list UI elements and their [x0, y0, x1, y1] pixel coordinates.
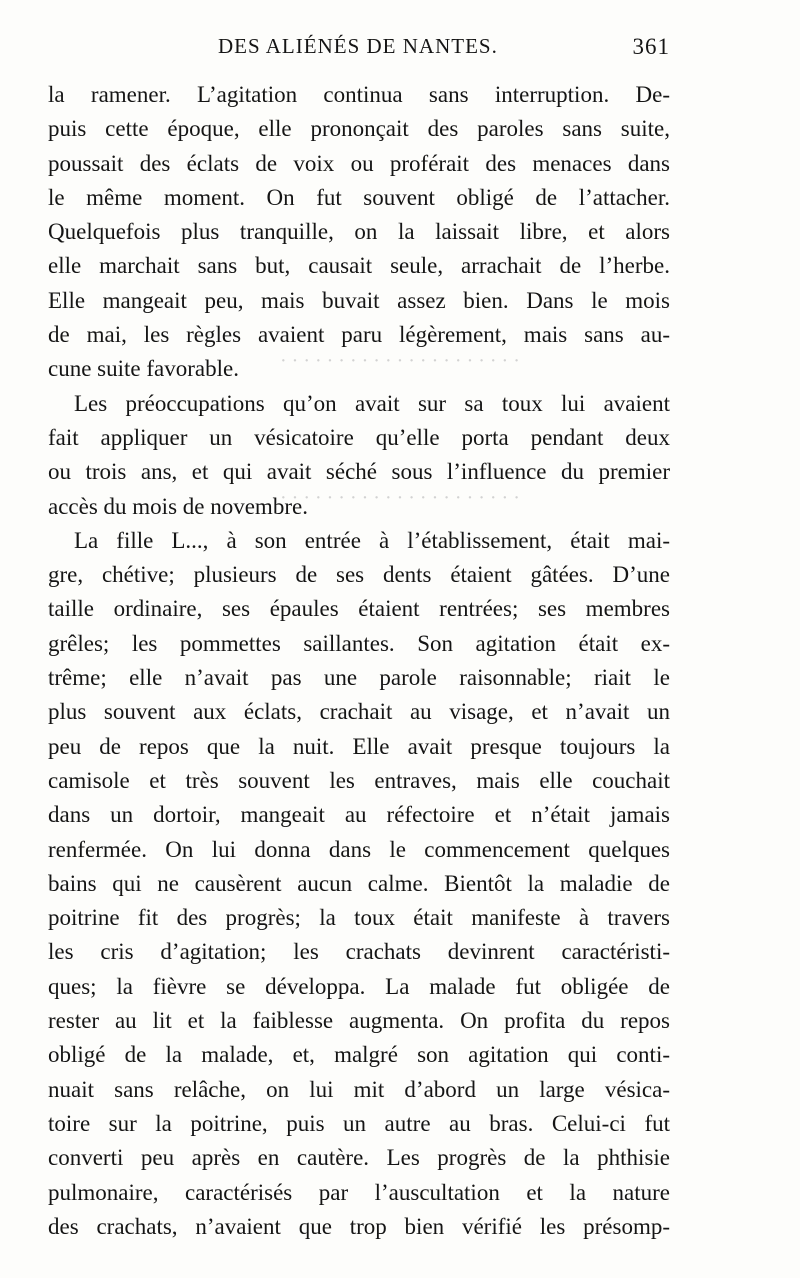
bleed-through-mark: · · · · · · · · · · · · · · · · · · · · · — [280, 487, 520, 509]
page-header — [48, 32, 670, 64]
bleed-through-mark: · · · · · · · · · · · · · · · · · · · · · — [280, 350, 520, 372]
text-line: elle marchait sans but, causait seule, arrachait de l’herbe. — [48, 253, 670, 279]
text-line: poussait des éclats de voix ou proférait des menaces dans — [48, 150, 670, 176]
text-line: Quelquefois plus tranquille, on la laissait libre, et alors — [48, 219, 670, 245]
text-line: camisole et très souvent les entraves, mais elle couchait — [48, 767, 670, 793]
text-line: taille ordinaire, ses épaules étaient rentrées; ses membres — [48, 596, 670, 622]
text-line: toire sur la poitrine, puis un autre au bras. Celui-ci fut — [48, 1110, 670, 1136]
text-line: cune suite favorable. — [48, 356, 239, 382]
text-line: rester au lit et la faiblesse augmenta. On profita du repos — [48, 1008, 670, 1034]
text-line: ques; la fièvre se développa. La malade fut obligée de — [48, 973, 670, 999]
text-line: converti peu après en cautère. Les progrès de la phthisie — [48, 1145, 670, 1171]
text-line: puis cette époque, elle prononçait des paroles sans suite, — [48, 116, 670, 142]
text-line: des crachats, n’avaient que trop bien vérifié les présomp- — [48, 1213, 670, 1239]
text-line: ou trois ans, et qui avait séché sous l’influence du premier — [48, 459, 670, 485]
running-title: DES ALIÉNÉS DE NANTES. — [218, 34, 498, 58]
text-line: La fille L..., à son entrée à l’établissement, était mai- — [74, 527, 670, 553]
text-line: le même moment. On fut souvent obligé de l’attacher. — [48, 184, 670, 210]
text-line: obligé de la malade, et, malgré son agitation qui conti- — [48, 1042, 670, 1068]
text-line: peu de repos que la nuit. Elle avait presque toujours la — [48, 733, 670, 759]
text-line: gre, chétive; plusieurs de ses dents étaient gâtées. D’une — [48, 562, 670, 588]
text-line: poitrine fit des progrès; la toux était manifeste à travers — [48, 905, 670, 931]
text-line: dans un dortoir, mangeait au réfectoire et n’était jamais — [48, 802, 670, 828]
text-line: plus souvent aux éclats, crachait au visage, et n’avait un — [48, 699, 670, 725]
text-line: renfermée. On lui donna dans le commencement quelques — [48, 836, 670, 862]
text-line: accès du mois de novembre. — [48, 493, 308, 519]
text-line: fait appliquer un vésicatoire qu’elle porta pendant deux — [48, 424, 670, 450]
text-line: grêles; les pommettes saillantes. Son agitation était ex- — [48, 630, 670, 656]
page-number: 361 — [632, 34, 670, 59]
text-line: pulmonaire, caractérisés par l’auscultation et la nature — [48, 1179, 670, 1205]
text-line: les cris d’agitation; les crachats devinrent caractéristi- — [48, 939, 670, 965]
text-line: Les préoccupations qu’on avait sur sa toux lui avaient — [74, 390, 670, 416]
body-text — [48, 78, 670, 1244]
text-line: trême; elle n’avait pas une parole raisonnable; riait le — [48, 665, 670, 691]
text-line: nuait sans relâche, on lui mit d’abord un large vésica- — [48, 1076, 670, 1102]
text-line: Elle mangeait peu, mais buvait assez bien. Dans le mois — [48, 287, 670, 313]
text-line: bains qui ne causèrent aucun calme. Bientôt la maladie de — [48, 870, 670, 896]
text-line: la ramener. L’agitation continua sans interruption. De- — [48, 82, 670, 107]
text-line: de mai, les règles avaient paru légèrement, mais sans au- — [48, 322, 670, 348]
